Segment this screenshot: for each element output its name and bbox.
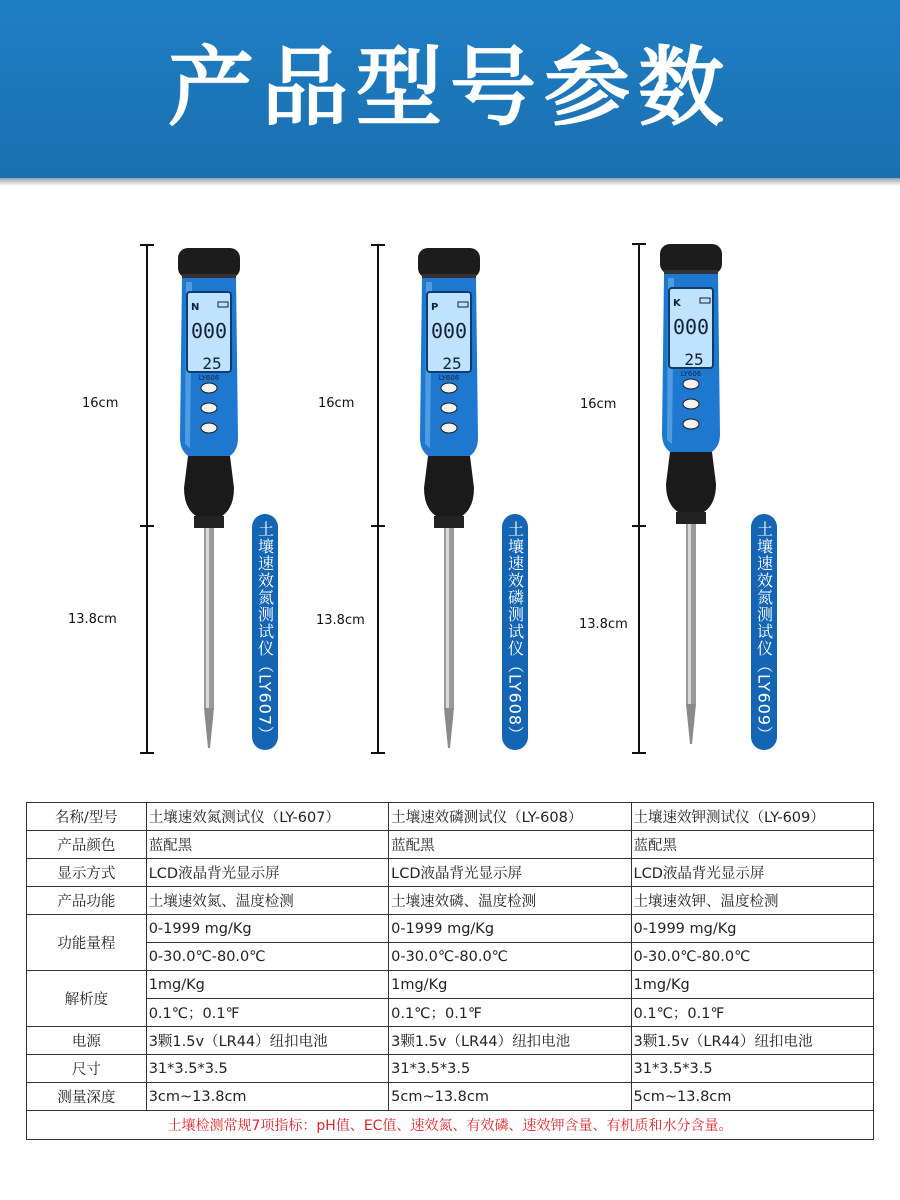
table-row [27, 1083, 874, 1111]
table-cell: 1mg/Kg [631, 971, 873, 999]
table-row [27, 915, 874, 943]
table-cell: LCD液晶背光显示屏 [146, 859, 388, 887]
device-model-label: LY606 [438, 374, 460, 382]
table-row [27, 1055, 874, 1083]
table-cell: 土壤速效磷测试仪（LY-608） [389, 803, 631, 831]
table-row [27, 1111, 874, 1140]
table-cell: 1mg/Kg [389, 971, 631, 999]
row-label: 电源 [27, 1027, 147, 1055]
lcd-letter: K [673, 298, 681, 309]
table-row [27, 1027, 874, 1055]
lcd-temp: 25 [442, 354, 462, 373]
product-name-badge-1: 土壤速效氮测试仪（LY607） [252, 514, 278, 750]
table-cell: 3颗1.5v（LR44）纽扣电池 [631, 1027, 873, 1055]
table-cell: 1mg/Kg [146, 971, 388, 999]
table-row [27, 999, 874, 1027]
page-title: 产品型号参数 [168, 38, 732, 138]
soil-meter-image [658, 244, 724, 754]
table-cell: 0-30.0℃-80.0℃ [631, 943, 873, 971]
table-cell: 3颗1.5v（LR44）纽扣电池 [146, 1027, 388, 1055]
product-name-badge-3: 土壤速效氮测试仪（LY609） [751, 514, 777, 750]
table-cell: 0-30.0℃-80.0℃ [389, 943, 631, 971]
soil-meter-image [176, 248, 242, 758]
table-cell: 0-30.0℃-80.0℃ [146, 943, 388, 971]
table-cell: 0.1℃；0.1℉ [631, 999, 873, 1027]
table-cell: 31*3.5*3.5 [631, 1055, 873, 1083]
table-cell: 蓝配黑 [146, 831, 388, 859]
lcd-letter: P [431, 302, 439, 313]
dim-probe-label-1: 13.8cm [68, 612, 117, 627]
table-cell: 3颗1.5v（LR44）纽扣电池 [389, 1027, 631, 1055]
row-label: 产品功能 [27, 887, 147, 915]
spec-table [26, 802, 874, 1140]
table-cell: LCD液晶背光显示屏 [631, 859, 873, 887]
dim-body-label-1: 16cm [82, 396, 119, 411]
lcd-temp: 25 [684, 350, 704, 369]
dim-body-label-3: 16cm [580, 397, 617, 412]
soil-meter-image [416, 248, 482, 758]
table-cell: 0-1999 mg/Kg [389, 915, 631, 943]
table-cell: 土壤速效磷、温度检测 [389, 887, 631, 915]
table-cell: 3cm~13.8cm [146, 1083, 388, 1111]
table-cell: 0.1℃；0.1℉ [389, 999, 631, 1027]
row-label: 名称/型号 [27, 803, 147, 831]
row-label: 解析度 [27, 971, 147, 1027]
table-cell: 5cm~13.8cm [389, 1083, 631, 1111]
lcd-reading: 000 [672, 315, 710, 339]
row-label: 测量深度 [27, 1083, 147, 1111]
table-cell: 土壤速效钾测试仪（LY-609） [631, 803, 873, 831]
device-model-label: LY606 [680, 370, 702, 378]
table-cell: 土壤速效氮测试仪（LY-607） [146, 803, 388, 831]
table-row [27, 943, 874, 971]
row-label: 产品颜色 [27, 831, 147, 859]
lcd-letter: N [191, 302, 200, 313]
table-cell: 土壤速效钾、温度检测 [631, 887, 873, 915]
table-note: 土壤检测常规7项指标：pH值、EC值、速效氮、有效磷、速效钾含量、有机质和水分含量。 [27, 1111, 874, 1140]
table-cell: 0-1999 mg/Kg [631, 915, 873, 943]
lcd-temp: 25 [202, 354, 222, 373]
table-cell: 蓝配黑 [631, 831, 873, 859]
dim-body-label-2: 16cm [318, 396, 355, 411]
device-model-label: LY606 [198, 374, 220, 382]
row-label: 功能量程 [27, 915, 147, 971]
dim-probe-label-2: 13.8cm [316, 613, 365, 628]
table-cell: 0-1999 mg/Kg [146, 915, 388, 943]
device-p [416, 248, 482, 762]
table-row [27, 831, 874, 859]
table-row [27, 803, 874, 831]
table-cell: 31*3.5*3.5 [389, 1055, 631, 1083]
device-n [176, 248, 242, 762]
table-cell: 0.1℃；0.1℉ [146, 999, 388, 1027]
dim-probe-label-3: 13.8cm [579, 617, 628, 632]
lcd-reading: 000 [190, 319, 228, 343]
table-cell: LCD液晶背光显示屏 [389, 859, 631, 887]
product-name-badge-2: 土壤速效磷测试仪（LY608） [502, 514, 528, 750]
table-cell: 蓝配黑 [389, 831, 631, 859]
row-label: 显示方式 [27, 859, 147, 887]
table-row [27, 887, 874, 915]
row-label: 尺寸 [27, 1055, 147, 1083]
device-k [658, 244, 724, 758]
table-row [27, 971, 874, 999]
table-cell: 31*3.5*3.5 [146, 1055, 388, 1083]
table-row [27, 859, 874, 887]
lcd-reading: 000 [430, 319, 468, 343]
table-cell: 土壤速效氮、温度检测 [146, 887, 388, 915]
table-cell: 5cm~13.8cm [631, 1083, 873, 1111]
